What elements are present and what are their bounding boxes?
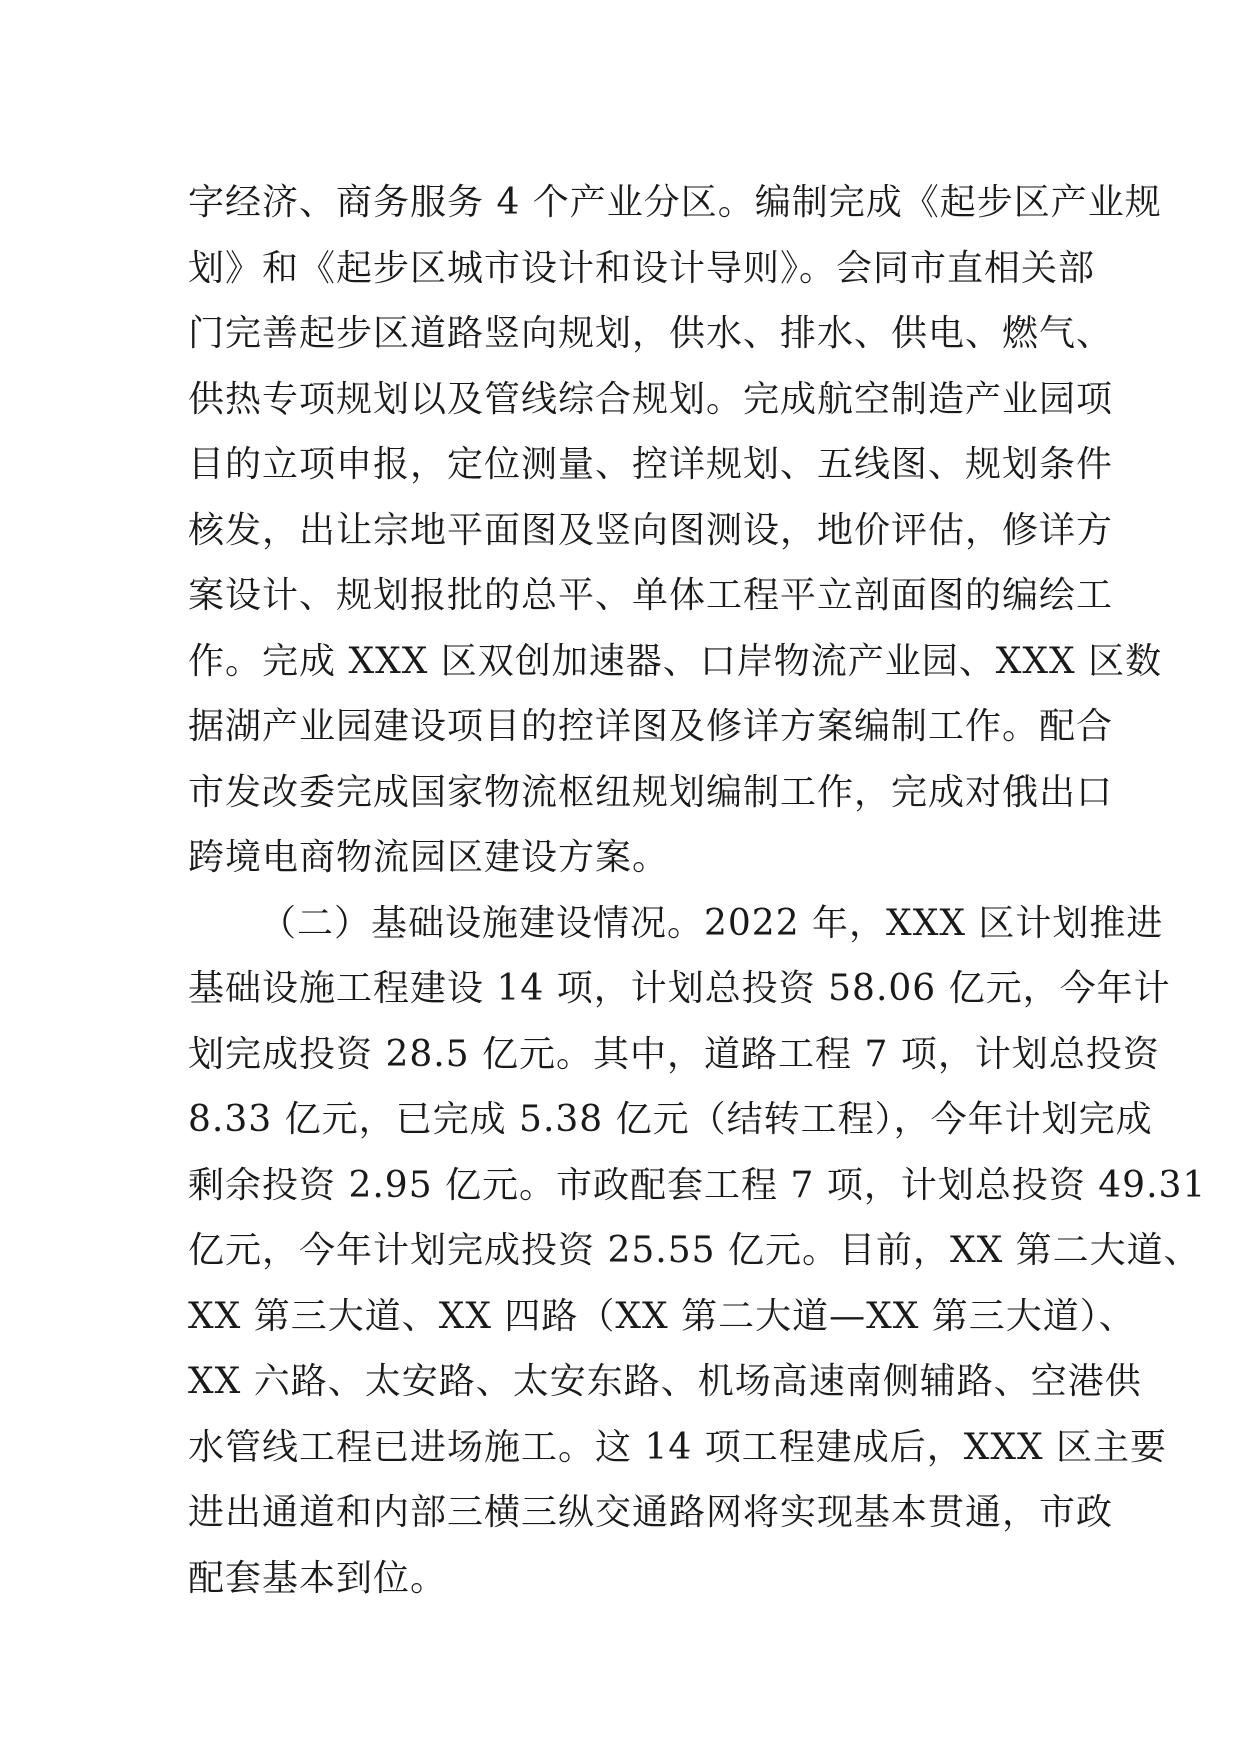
paragraph-line: 基础设施工程建设 14 项，计划总投资 58.06 亿元，今年计: [188, 968, 1171, 1009]
paragraph-line: 作。完成 XXX 区双创加速器、口岸物流产业园、XXX 区数: [188, 640, 1163, 682]
paragraph-line: 门完善起步区道路竖向规划，供水、排水、供电、燃气、: [188, 313, 1114, 354]
paragraph-line: 核发，出让宗地平面图及竖向图测设，地价评估，修详方: [188, 509, 1114, 551]
paragraph-line: 进出通道和内部三横三纵交通路网将实现基本贯通，市政: [188, 1492, 1114, 1533]
paragraph-infrastructure: [188, 891, 1207, 1612]
paragraph-line: 划》和《起步区城市设计和设计导则》。会同市直相关部: [188, 247, 1096, 289]
paragraph-line: XX 六路、太安路、太安东路、机场高速南侧辅路、空港供: [188, 1361, 1142, 1402]
document-body: [188, 170, 1207, 1611]
paragraph-line: 目的立项申报，定位测量、控详规划、五线图、规划条件: [188, 444, 1114, 485]
paragraph-line: 跨境电商物流园区建设方案。: [188, 837, 670, 878]
paragraph-line: XX 第三大道、XX 四路（XX 第二大道—XX 第三大道）、: [188, 1295, 1136, 1337]
paragraph-line: 划完成投资 28.5 亿元。其中，道路工程 7 项，计划总投资: [188, 1033, 1160, 1075]
paragraph-line: 案设计、规划报批的总平、单体工程平立剖面图的编绘工: [188, 575, 1114, 616]
paragraph-planning: [188, 170, 1163, 891]
paragraph-line: 亿元，今年计划完成投资 25.55 亿元。目前，XX 第二大道、: [188, 1230, 1201, 1271]
section-heading-line: （二）基础设施建设情况。2022 年，XXX 区计划推进: [260, 902, 1164, 944]
paragraph-line: 配套基本到位。: [188, 1557, 448, 1599]
paragraph-line: 供热专项规划以及管线综合规划。完成航空制造产业园项: [188, 378, 1114, 420]
paragraph-line: 剩余投资 2.95 亿元。市政配套工程 7 项，计划总投资 49.31: [188, 1164, 1207, 1206]
paragraph-line: 据湖产业园建设项目的控详图及修详方案编制工作。配合: [188, 706, 1114, 747]
paragraph-line: 8.33 亿元，已完成 5.38 亿元（结转工程），今年计划完成: [188, 1099, 1153, 1140]
paragraph-line: 字经济、商务服务 4 个产业分区。编制完成《起步区产业规: [188, 182, 1162, 223]
paragraph-line: 水管线工程已进场施工。这 14 项工程建成后，XXX 区主要: [188, 1426, 1168, 1468]
paragraph-line: 市发改委完成国家物流枢纽规划编制工作，完成对俄出口: [188, 771, 1114, 813]
